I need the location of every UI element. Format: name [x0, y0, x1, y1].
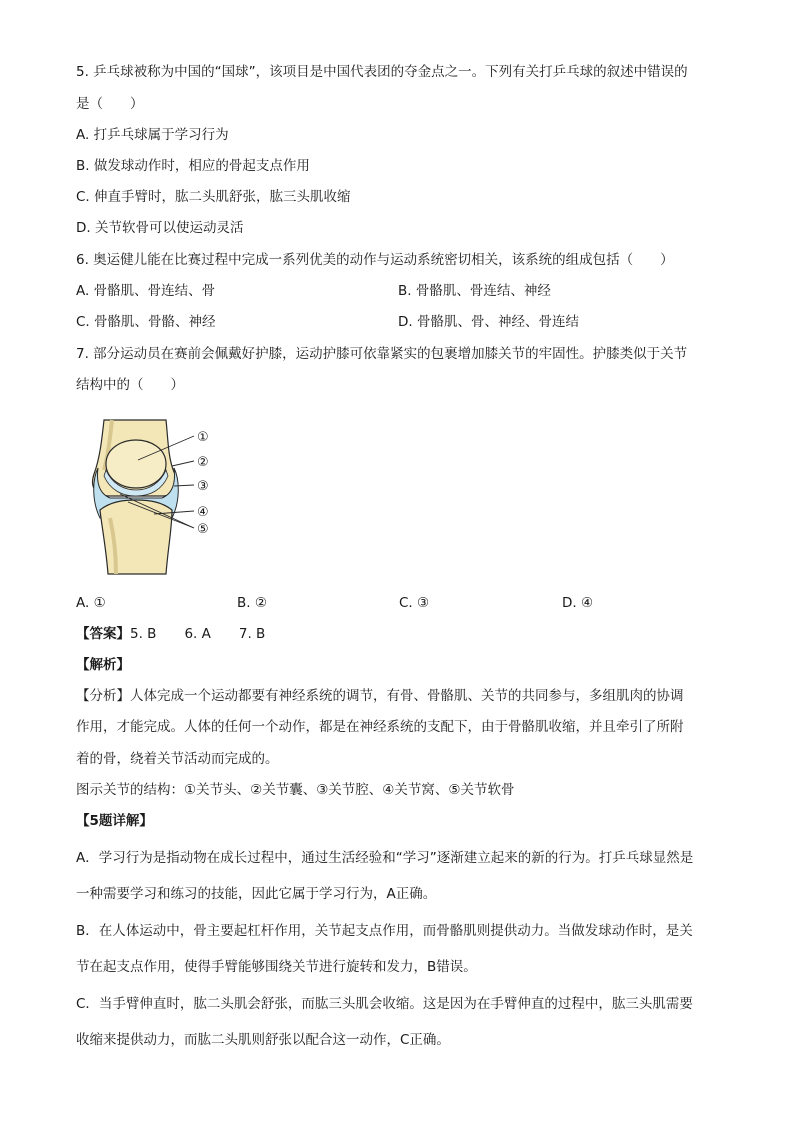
q5-option-c: C. 伸直手臂时，肱二头肌舒张，肱三头肌收缩: [76, 189, 351, 205]
answer-label: 【答案】: [76, 626, 130, 642]
answer-item-6: 6. A: [184, 626, 211, 642]
detail-b-line2: 节在起支点作用，使得手臂能够围绕关节进行旋转和发力，B错误。: [76, 959, 477, 975]
q6-option-c: C. 骨骼肌、骨骼、神经: [76, 314, 216, 330]
q7-option-d: D. ④: [562, 595, 594, 611]
answer-item-7: 7. B: [238, 626, 266, 642]
answer-line: [76, 624, 265, 644]
q5-option-d: D. 关节软骨可以使运动灵活: [76, 220, 244, 236]
q5-stem-line1: 5. 乒乓球被称为中国的“国球”，该项目是中国代表团的夺金点之一。下列有关打乒乓球的叙述中错误的: [76, 64, 688, 80]
q7-option-c: C. ③: [399, 595, 430, 611]
figure-label-1: ①: [197, 430, 209, 445]
answer-item-5: 5. B: [130, 626, 157, 642]
analysis-heading: 【解析】: [76, 657, 130, 673]
q5-option-a: A. 打乒乓球属于学习行为: [76, 127, 229, 143]
q7-stem-line1: 7. 部分运动员在赛前会佩戴好护膝，运动护膝可依靠紧实的包裹增加膝关节的牢固性。护膝类似于关节: [76, 346, 688, 362]
q6-stem: 6. 奥运健儿能在比赛过程中完成一系列优美的动作与运动系统密切相关，该系统的组成包括（ ）: [76, 252, 674, 268]
analysis-line4: 图示关节的结构：①关节头、②关节囊、③关节腔、④关节窝、⑤关节软骨: [76, 782, 515, 798]
figure-label-5: ⑤: [197, 522, 209, 537]
detail-c-line1: C．当手臂伸直时，肱二头肌会舒张，而肱三头肌会收缩。这是因为在手臂伸直的过程中，肱三头肌需要: [76, 996, 693, 1012]
q7-option-b: B. ②: [237, 595, 267, 611]
detail-a-line2: 一种需要学习和练习的技能，因此它属于学习行为，A正确。: [76, 886, 437, 902]
lower-bone-shape: [100, 500, 172, 574]
analysis-line1: 【分析】人体完成一个运动都要有神经系统的调节，有骨、骨骼肌、关节的共同参与，多组肌肉的协调: [76, 688, 684, 704]
detail-heading: 【5题详解】: [76, 813, 153, 829]
q7-stem-line2: 结构中的（ ）: [76, 377, 184, 393]
analysis-line2: 作用，才能完成。人体的任何一个动作，都是在神经系统的支配下，由于骨骼肌收缩，并且牵引了所附: [76, 719, 684, 735]
analysis-line3: 着的骨，绕着关节活动而完成的。: [76, 751, 279, 767]
q5-option-b: B. 做发球动作时，相应的骨起支点作用: [76, 158, 310, 174]
figure-label-4: ④: [197, 505, 209, 520]
joint-head-shape: [106, 440, 166, 488]
detail-c-line2: 收缩来提供动力，而肱二头肌则舒张以配合这一动作，C正确。: [76, 1032, 450, 1048]
q6-option-d: D. 骨骼肌、骨、神经、骨连结: [398, 314, 579, 330]
q6-option-a: A. 骨骼肌、骨连结、骨: [76, 283, 216, 299]
q7-option-a: A. ①: [76, 595, 106, 611]
detail-b-line1: B．在人体运动中，骨主要起杠杆作用，关节起支点作用，而骨骼肌则提供动力。当做发球动作时，是关: [76, 923, 693, 939]
knee-joint-diagram: [76, 418, 226, 576]
q5-stem-line2: 是（ ）: [76, 96, 144, 112]
figure-label-2: ②: [197, 455, 209, 470]
figure-label-3: ③: [197, 479, 209, 494]
q6-option-b: B. 骨骼肌、骨连结、神经: [398, 283, 551, 299]
detail-a-line1: A．学习行为是指动物在成长过程中，通过生活经验和“学习”逐渐建立起来的新的行为。打乒乓球显然是: [76, 850, 694, 866]
